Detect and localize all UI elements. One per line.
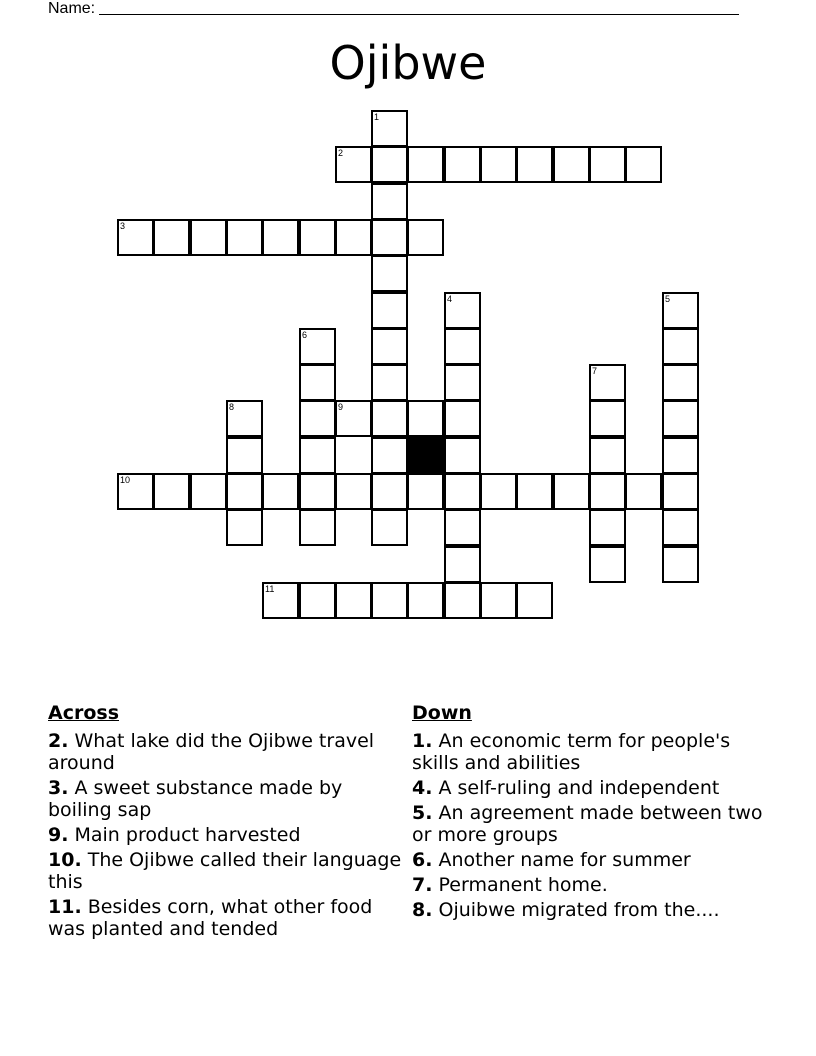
grid-cell[interactable] bbox=[299, 364, 336, 401]
clue-number: 1. bbox=[412, 730, 433, 752]
across-clue bbox=[48, 730, 404, 774]
grid-cell[interactable] bbox=[662, 364, 699, 401]
across-clues bbox=[48, 702, 404, 943]
clue-number: 8. bbox=[412, 899, 433, 921]
down-clue bbox=[412, 849, 768, 871]
clue-number: 9 bbox=[338, 402, 344, 412]
grid-cell[interactable] bbox=[299, 219, 336, 256]
grid-cell[interactable] bbox=[516, 473, 553, 510]
clue-number: 1 bbox=[374, 112, 380, 122]
grid-cell[interactable] bbox=[335, 582, 372, 619]
grid-cell[interactable] bbox=[371, 146, 408, 183]
grid-cell[interactable] bbox=[444, 582, 481, 619]
down-clue bbox=[412, 777, 768, 799]
down-clue bbox=[412, 730, 768, 774]
grid-cell[interactable] bbox=[662, 400, 699, 437]
grid-cell[interactable] bbox=[444, 546, 481, 583]
grid-cell[interactable] bbox=[371, 183, 408, 220]
grid-cell[interactable] bbox=[480, 146, 517, 183]
grid-cell[interactable] bbox=[589, 509, 626, 546]
grid-cell[interactable] bbox=[589, 546, 626, 583]
clue-number: 9. bbox=[48, 824, 69, 846]
grid-cell[interactable] bbox=[335, 473, 372, 510]
grid-cell[interactable] bbox=[371, 509, 408, 546]
grid-cell[interactable] bbox=[299, 509, 336, 546]
clue-number: 2. bbox=[48, 730, 69, 752]
clue-number: 10 bbox=[120, 475, 131, 485]
grid-cell[interactable] bbox=[480, 582, 517, 619]
grid-cell[interactable] bbox=[226, 473, 263, 510]
clue-number: 4. bbox=[412, 777, 433, 799]
grid-cell-black bbox=[407, 437, 444, 474]
clue-text: Permanent home. bbox=[432, 874, 608, 896]
clue-number: 7 bbox=[592, 366, 598, 376]
clue-text: A sweet substance made by boiling sap bbox=[48, 777, 343, 821]
grid-cell[interactable] bbox=[444, 437, 481, 474]
clue-text: An agreement made between two or more groups bbox=[412, 802, 763, 846]
grid-cell[interactable] bbox=[444, 328, 481, 365]
grid-cell[interactable] bbox=[190, 473, 227, 510]
grid-cell[interactable] bbox=[516, 582, 553, 619]
grid-cell[interactable] bbox=[553, 146, 590, 183]
down-clues bbox=[412, 702, 768, 924]
across-heading: Across bbox=[48, 702, 120, 724]
grid-cell[interactable] bbox=[371, 292, 408, 329]
grid-cell[interactable] bbox=[662, 473, 699, 510]
down-clue-list bbox=[412, 730, 768, 921]
clue-number: 3. bbox=[48, 777, 69, 799]
clue-number: 11. bbox=[48, 896, 82, 918]
clue-number: 5 bbox=[665, 294, 671, 304]
grid-cell[interactable] bbox=[444, 292, 481, 329]
grid-cell[interactable] bbox=[480, 473, 517, 510]
clue-number: 2 bbox=[338, 148, 344, 158]
grid-cell[interactable] bbox=[226, 437, 263, 474]
grid-cell[interactable] bbox=[226, 219, 263, 256]
across-clue bbox=[48, 896, 404, 940]
grid-cell[interactable] bbox=[262, 219, 299, 256]
clue-text: What lake did the Ojibwe travel around bbox=[48, 730, 375, 774]
down-heading: Down bbox=[412, 702, 472, 724]
grid-cell[interactable] bbox=[444, 509, 481, 546]
grid-cell[interactable] bbox=[589, 437, 626, 474]
grid-cell[interactable] bbox=[262, 582, 299, 619]
page-title: Ojibwe bbox=[329, 36, 487, 90]
grid-cell[interactable] bbox=[371, 364, 408, 401]
clue-number: 5. bbox=[412, 802, 433, 824]
grid-cell[interactable] bbox=[153, 219, 190, 256]
grid-cell[interactable] bbox=[299, 582, 336, 619]
across-clue bbox=[48, 849, 404, 893]
clue-text: Main product harvested bbox=[68, 824, 301, 846]
grid-cell[interactable] bbox=[662, 328, 699, 365]
grid-cell[interactable] bbox=[662, 546, 699, 583]
grid-cell[interactable] bbox=[371, 219, 408, 256]
grid-cell[interactable] bbox=[625, 473, 662, 510]
grid-cell[interactable] bbox=[625, 146, 662, 183]
grid-cell[interactable] bbox=[444, 400, 481, 437]
grid-cell[interactable] bbox=[407, 582, 444, 619]
grid-cell[interactable] bbox=[335, 219, 372, 256]
name-label: Name: bbox=[48, 0, 96, 17]
clue-number: 3 bbox=[120, 221, 126, 231]
grid-cell[interactable] bbox=[516, 146, 553, 183]
clue-number: 11 bbox=[265, 584, 275, 594]
grid-cell[interactable] bbox=[299, 328, 336, 365]
grid-cell[interactable] bbox=[407, 146, 444, 183]
clue-number: 7. bbox=[412, 874, 433, 896]
grid-cell[interactable] bbox=[226, 400, 263, 437]
clue-text: Another name for summer bbox=[432, 849, 691, 871]
grid-cell[interactable] bbox=[407, 473, 444, 510]
grid-cell[interactable] bbox=[371, 110, 408, 147]
grid-cell[interactable] bbox=[407, 400, 444, 437]
across-clue bbox=[48, 824, 404, 846]
grid-cell[interactable] bbox=[299, 473, 336, 510]
clue-text: The Ojibwe called their language this bbox=[48, 849, 402, 893]
grid-cell[interactable] bbox=[190, 219, 227, 256]
grid-cell[interactable] bbox=[117, 473, 154, 510]
grid-cell[interactable] bbox=[589, 364, 626, 401]
grid-cell[interactable] bbox=[662, 437, 699, 474]
grid-cell[interactable] bbox=[371, 582, 408, 619]
across-clue bbox=[48, 777, 404, 821]
clue-number: 8 bbox=[229, 402, 235, 412]
clue-number: 6. bbox=[412, 849, 433, 871]
clue-number: 4 bbox=[447, 294, 453, 304]
grid-cell[interactable] bbox=[444, 473, 481, 510]
grid-cell[interactable] bbox=[371, 255, 408, 292]
down-clue bbox=[412, 802, 768, 846]
grid-cell[interactable] bbox=[553, 473, 590, 510]
grid-cell[interactable] bbox=[662, 292, 699, 329]
clue-number: 6 bbox=[302, 330, 308, 340]
clue-text: An economic term for people's skills and abilities bbox=[412, 730, 731, 774]
down-clue bbox=[412, 874, 768, 896]
grid-cell[interactable] bbox=[117, 219, 154, 256]
grid-cell[interactable] bbox=[444, 146, 481, 183]
grid-cell[interactable] bbox=[299, 437, 336, 474]
clue-number: 10. bbox=[48, 849, 82, 871]
grid-cell[interactable] bbox=[262, 473, 299, 510]
grid-cell[interactable] bbox=[444, 364, 481, 401]
grid-cell[interactable] bbox=[299, 400, 336, 437]
clue-text: A self-ruling and independent bbox=[432, 777, 720, 799]
grid-cell[interactable] bbox=[371, 437, 408, 474]
grid-cell[interactable] bbox=[371, 473, 408, 510]
grid-cell[interactable] bbox=[662, 509, 699, 546]
grid-cell[interactable] bbox=[407, 219, 444, 256]
grid-cell[interactable] bbox=[371, 328, 408, 365]
grid-cell[interactable] bbox=[589, 400, 626, 437]
grid-cell[interactable] bbox=[589, 146, 626, 183]
grid-cell[interactable] bbox=[589, 473, 626, 510]
grid-cell[interactable] bbox=[335, 400, 372, 437]
down-clue bbox=[412, 899, 768, 921]
grid-cell[interactable] bbox=[335, 146, 372, 183]
clue-text: Besides corn, what other food was planted and tended bbox=[48, 896, 373, 940]
clue-text: Ojuibwe migrated from the.... bbox=[432, 899, 720, 921]
grid-cell[interactable] bbox=[153, 473, 190, 510]
grid-cell[interactable] bbox=[371, 400, 408, 437]
across-clue-list bbox=[48, 730, 404, 940]
grid-cell[interactable] bbox=[226, 509, 263, 546]
